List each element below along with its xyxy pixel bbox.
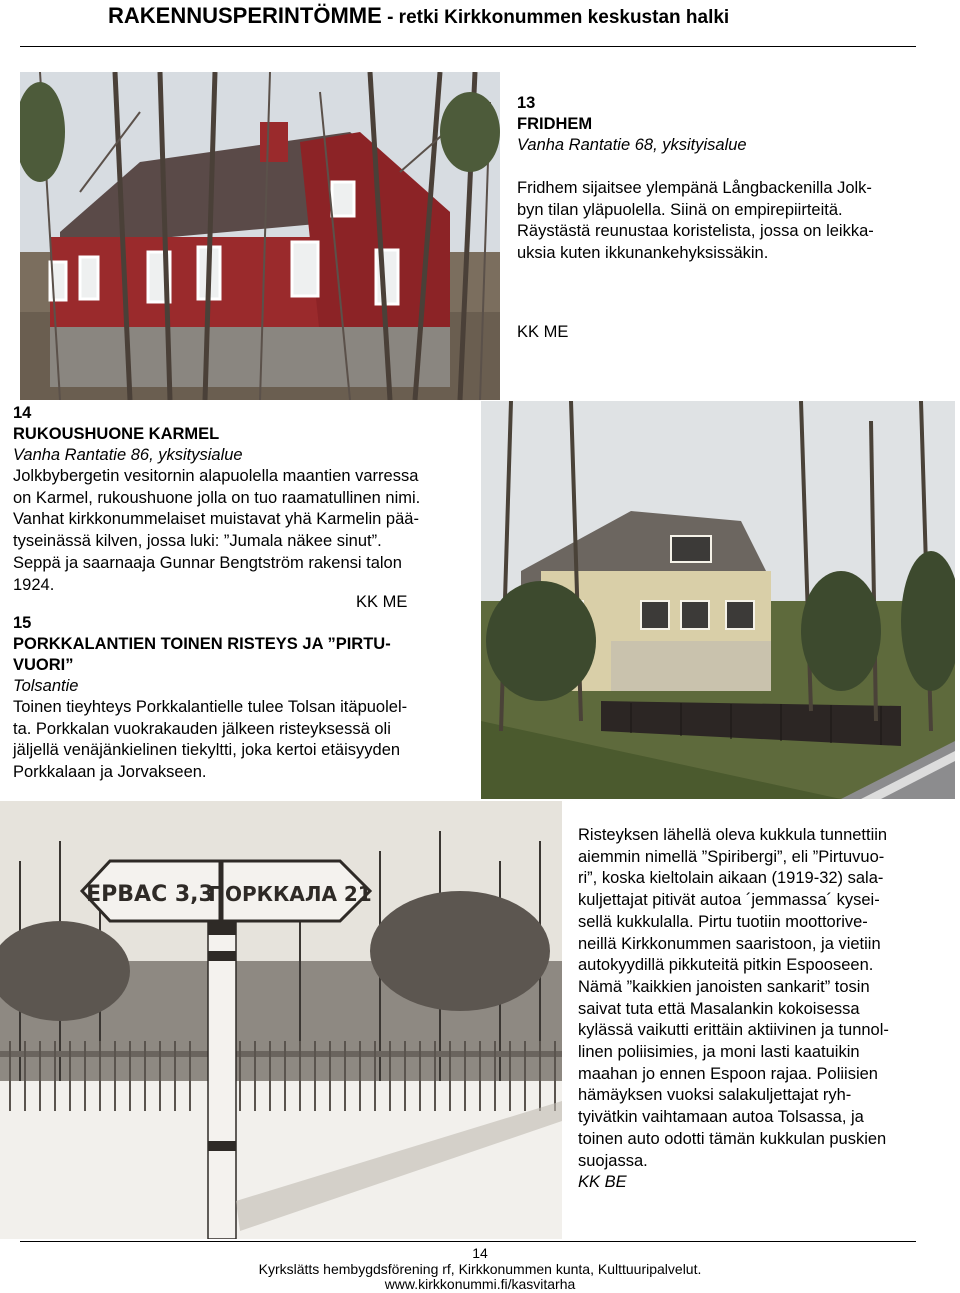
text-line: Vanhat kirkkonummelaiset muistavat yhä Karmelin pää- — [13, 510, 419, 529]
text-line: byn tilan yläpuolella. Siinä on empirepiirteitä. — [517, 200, 843, 219]
entry13-credit: KK ME — [517, 323, 569, 341]
text-line: Nämä ”kaikkien janoisten sankarit” tosin — [578, 977, 870, 996]
fridhem-photo — [20, 72, 500, 400]
text-line: Toinen tieyhteys Porkkalantielle tulee Tolsan itäpuolel- — [13, 698, 408, 716]
entry13-address: Vanha Rantatie 68, yksityisalue — [517, 136, 747, 154]
header-title: RAKENNUSPERINTÖMME — [108, 3, 382, 28]
entry15-sidebar — [578, 825, 889, 1194]
entry15-name-line2: VUORI” — [13, 656, 74, 674]
sign-left-text: ЕРВАС 3,3 — [86, 882, 214, 907]
entry14-address: Vanha Rantatie 86, yksitysialue — [13, 446, 243, 464]
text-line: aiemmin nimellä ”Spiribergi”, eli ”Pirtuvuo- — [578, 847, 885, 866]
header-rule — [20, 46, 916, 47]
entry13-body — [517, 178, 874, 265]
text-line: tyseinässä kilven, jossa luki: ”Jumala näkee sinut”. — [13, 532, 382, 551]
text-line: 1924. — [13, 575, 55, 594]
text-line: saivat tuta että Masalankin kokoisessa — [578, 999, 860, 1018]
text-line: on Karmel, rukoushuone jolla on tuo raamatullinen nimi. — [13, 488, 421, 507]
entry15-number: 15 — [13, 614, 32, 632]
text-line: ta. Porkkalan vuokrakauden jälkeen risteyksessä oli — [13, 719, 391, 738]
entry15-name-line1: PORKKALANTIEN TOINEN RISTEYS JA ”PIRTU- — [13, 635, 391, 653]
footer-credits: Kyrkslätts hembygdsförening rf, Kirkkonummen kunta, Kulttuuripalvelut. — [258, 1261, 702, 1277]
text-line: toinen auto odotti tämän kukkulan puskien — [578, 1129, 887, 1148]
entry14-number: 14 — [13, 404, 32, 422]
karmel-photo — [481, 401, 955, 799]
entry13-name: FRIDHEM — [517, 115, 593, 133]
text-line: Räystästä reunustaa koristelista, jossa on leikka- — [517, 222, 874, 241]
text-line: linen poliisimies, ja moni lasti kaatuikin — [578, 1043, 860, 1062]
text-line: ri”, koska kieltolain aikaan (1919-32) sala- — [578, 869, 884, 888]
text-line: Jolkbybergetin vesitornin alapuolella maantien varressa — [13, 467, 419, 485]
text-line: Porkkalaan ja Jorvakseen. — [13, 763, 207, 782]
sign-right-text: ПОРККАЛА 21 — [208, 882, 372, 906]
entry15-address: Tolsantie — [13, 677, 79, 695]
page-number: 14 — [472, 1245, 488, 1261]
text-line: kylässä vaikutti erittäin aktiivinen ja tunnol- — [578, 1021, 889, 1040]
text-line: sellä kukkulalla. Pirtu tuotiin moottorive- — [578, 912, 868, 931]
text-line: neillä Kirkkonummen saaristoon, ja vietiin — [578, 934, 881, 953]
footer-url[interactable]: www.kirkkonummi.fi/kasvitarha — [384, 1276, 576, 1292]
text-line: suojassa. — [578, 1151, 648, 1170]
text-line: tyivätkin vaihtamaan autoa Tolsassa, ja — [578, 1108, 864, 1127]
entry14-body — [13, 466, 420, 596]
road-sign-photo — [0, 801, 562, 1239]
text-line: Seppä ja saarnaaja Gunnar Bengtström rakensi talon — [13, 553, 402, 572]
entry13-number: 13 — [517, 94, 536, 112]
text-line: jäljellä venäjänkielinen tiekyltti, joka kertoi etäisyyden — [13, 741, 401, 760]
entry15-body — [13, 697, 407, 784]
entry14-name: RUKOUSHUONE KARMEL — [13, 425, 220, 443]
page-header — [108, 3, 729, 29]
entry14-credit: KK ME — [356, 593, 408, 611]
entry15-credit: KK BE — [578, 1173, 627, 1192]
footer-rule — [20, 1241, 916, 1242]
text-line: Risteyksen lähellä oleva kukkula tunnettiin — [578, 826, 888, 844]
header-subtitle: - retki Kirkkonummen keskustan halki — [381, 7, 730, 28]
text-line: Fridhem sijaitsee ylempänä Långbackenilla Jolk- — [517, 179, 872, 197]
text-line: autokyydillä pikkuteitä pitkin Espooseen. — [578, 956, 874, 975]
text-line: kuljettajat pitivät autoa ´jemmassa´ kysei- — [578, 891, 880, 910]
text-line: uksia kuten ikkunankehyksissäkin. — [517, 244, 769, 263]
text-line: maahan jo ennen Espoon rajaa. Poliisien — [578, 1064, 878, 1083]
text-line: hämäyksen vuoksi salakuljettajat ryh- — [578, 1086, 852, 1105]
